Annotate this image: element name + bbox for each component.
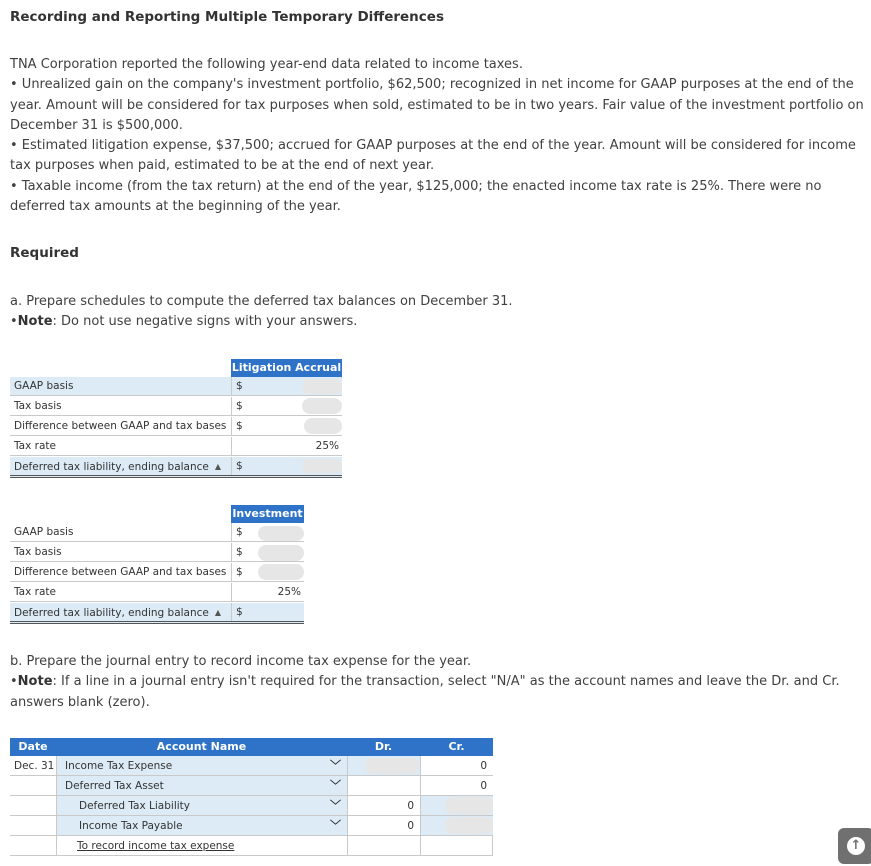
journal-entry-table	[10, 738, 493, 856]
table-row: Deferred tax liability, ending balance ▲ $	[10, 457, 342, 478]
table-row: Tax rate 25%	[10, 437, 342, 456]
table-row: Deferred tax liability, ending balance ▲ $	[10, 603, 304, 624]
account-select[interactable]: Income Tax Expense ﹀	[56, 756, 347, 775]
header-account: Account Name	[56, 738, 347, 756]
table-row: GAAP basis $	[10, 523, 304, 542]
intro-text: TNA Corporation reported the following year-end data related to income taxes.	[10, 57, 523, 72]
litigation-dtl-input[interactable]	[302, 459, 342, 473]
journal-row: Dec. 31 Income Tax Expense ﹀ 0	[10, 756, 493, 776]
investment-difference-input[interactable]	[258, 564, 304, 580]
journal-row	[10, 796, 493, 816]
investment-header: Investment	[231, 505, 304, 523]
required-heading: Required	[10, 245, 79, 261]
dr-input[interactable]	[347, 756, 420, 775]
part-a-note: •Note: Do not use negative signs with your answers.	[10, 314, 358, 330]
investment-tax-basis-input[interactable]	[258, 545, 304, 561]
chevron-down-icon[interactable]: ﹀	[330, 759, 341, 772]
sort-arrows-icon[interactable]: ▲	[214, 608, 222, 617]
cr-input[interactable]	[420, 816, 493, 835]
dr-input[interactable]	[347, 776, 420, 795]
bullet-investment: • Unrealized gain on the company's investment portfolio, $62,500; recognized in net income for GAAP purposes at the end of the year. Amount will be considered for tax purposes when sold, estimated to be in two years. Fair value of the investment portfolio on December 31 is $500,000.	[10, 77, 864, 133]
table-row: GAAP basis $	[10, 377, 342, 396]
scroll-to-top-button[interactable]	[838, 828, 871, 864]
table-row: Difference between GAAP and tax bases $	[10, 417, 342, 436]
note-label: Note	[17, 674, 53, 690]
header-dr: Dr.	[347, 738, 420, 756]
journal-memo: To record income tax expense	[77, 840, 235, 852]
dr-input[interactable]: 0	[347, 816, 420, 835]
arrow-up-circle-icon: ↑	[847, 837, 865, 855]
litigation-gaap-input[interactable]	[302, 379, 342, 394]
table-row: Tax basis $	[10, 397, 342, 416]
litigation-tax-basis-input[interactable]	[302, 398, 342, 414]
table-row: Tax rate 25%	[10, 583, 304, 602]
journal-row	[10, 776, 493, 796]
part-b-instruction: b. Prepare the journal entry to record income tax expense for the year.	[10, 654, 472, 669]
litigation-tax-rate: 25%	[315, 440, 339, 452]
journal-row	[10, 816, 493, 836]
investment-tax-rate: 25%	[277, 586, 301, 598]
part-a-instruction: a. Prepare schedules to compute the deferred tax balances on December 31.	[10, 294, 513, 309]
cr-input[interactable]: 0	[420, 756, 493, 775]
bullet-litigation: • Estimated litigation expense, $37,500; accrued for GAAP purposes at the end of the year. Amount will be considered for income tax purposes when paid, estimated to be at the end of next year.	[10, 138, 856, 174]
header-date: Date	[10, 738, 56, 756]
dr-input[interactable]: 0	[347, 796, 420, 815]
chevron-down-icon[interactable]: ﹀	[330, 819, 341, 832]
account-select[interactable]: Deferred Tax Liability ﹀	[56, 796, 347, 815]
cr-input[interactable]: 0	[420, 776, 493, 795]
litigation-difference-input[interactable]	[304, 418, 342, 434]
note-label: Note	[17, 314, 53, 330]
bullet-taxable-income: • Taxable income (from the tax return) at the end of the year, $125,000; the enacted income tax rate is 25%. There were no deferred tax amounts at the beginning of the year.	[10, 178, 822, 215]
journal-memo-row	[10, 836, 493, 856]
sort-arrows-icon[interactable]: ▲	[214, 462, 222, 471]
header-cr: Cr.	[420, 738, 493, 756]
part-b-instructions	[10, 652, 866, 713]
chevron-down-icon[interactable]: ﹀	[330, 779, 341, 792]
part-b-note: •Note: If a line in a journal entry isn't required for the transaction, select "N/A" as the account names and leave the Dr. and Cr. answers blank (zero).	[10, 674, 840, 710]
page-title: Recording and Reporting Multiple Temporary Differences	[10, 9, 444, 25]
table-row: Difference between GAAP and tax bases $	[10, 563, 304, 582]
part-a-instructions	[10, 292, 866, 333]
chevron-down-icon[interactable]: ﹀	[330, 799, 341, 812]
litigation-header: Litigation Accrual	[231, 359, 342, 377]
problem-text	[10, 55, 866, 217]
account-select[interactable]: Deferred Tax Asset ﹀	[56, 776, 347, 795]
investment-gaap-input[interactable]	[258, 526, 304, 541]
cr-input[interactable]	[420, 796, 493, 815]
table-row: Tax basis $	[10, 543, 304, 562]
account-select[interactable]: Income Tax Payable ﹀	[56, 816, 347, 835]
